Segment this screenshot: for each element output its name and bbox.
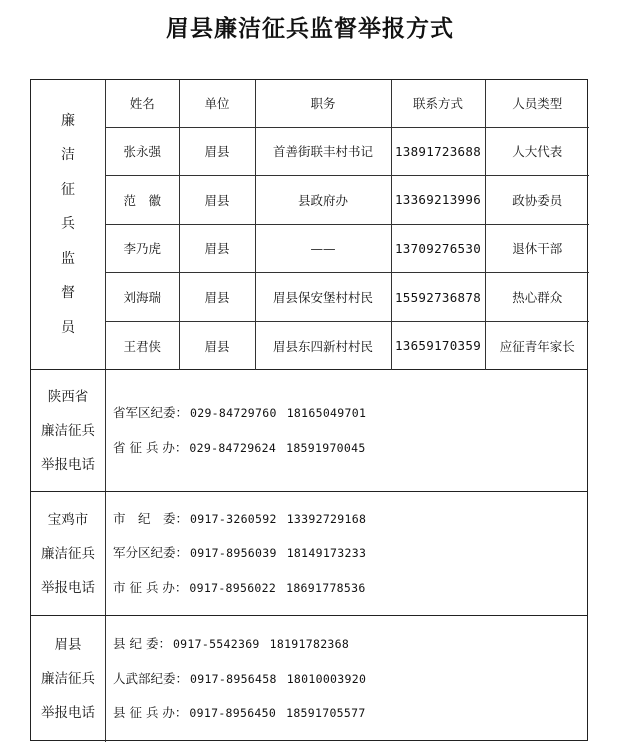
table-row bbox=[106, 176, 589, 225]
hotline-entry bbox=[113, 536, 366, 571]
hotline-entry bbox=[113, 396, 366, 431]
committee-label-char: 兵 bbox=[61, 216, 75, 233]
committee-label-char: 廉 bbox=[61, 112, 75, 129]
member-type: 热心群众 bbox=[485, 273, 589, 322]
hotline-mobile: 13392729168 bbox=[286, 511, 367, 526]
hotline-mobile: 18591705577 bbox=[286, 706, 366, 721]
member-phone: 13659170359 bbox=[391, 321, 485, 370]
baoji-hotline-section bbox=[31, 492, 587, 616]
hotline-label: 军分区纪委： bbox=[113, 545, 189, 561]
shaanxi-hotline-section bbox=[31, 370, 587, 492]
member-type: 应征青年家长 bbox=[485, 321, 589, 370]
table-row bbox=[106, 224, 589, 273]
hotline-label: 省 征 兵 办： bbox=[113, 439, 188, 455]
meixian-hotline-section bbox=[31, 616, 587, 742]
committee-section bbox=[31, 80, 587, 370]
table-row bbox=[106, 127, 589, 176]
committee-label-char: 征 bbox=[61, 181, 75, 198]
hotline-entry bbox=[113, 696, 366, 731]
member-position: 首善街联丰村书记 bbox=[255, 127, 391, 176]
hotline-entry bbox=[113, 502, 366, 537]
member-position: —— bbox=[255, 224, 391, 273]
hotline-phone: 0917-8956039 bbox=[190, 546, 277, 561]
hotline-mobile: 18165049701 bbox=[286, 406, 367, 420]
hotline-entry bbox=[113, 431, 366, 466]
member-name: 张永强 bbox=[106, 127, 179, 176]
report-table bbox=[30, 79, 588, 741]
committee-label-char: 监 bbox=[61, 250, 75, 267]
section-label-line: 廉洁征兵 bbox=[41, 671, 95, 687]
hotline-list bbox=[113, 616, 366, 742]
committee-label-char: 督 bbox=[61, 285, 75, 302]
section-label-line: 廉洁征兵 bbox=[41, 545, 95, 562]
col-header-unit: 单位 bbox=[179, 80, 255, 127]
member-unit: 眉县 bbox=[179, 176, 255, 225]
member-unit: 眉县 bbox=[179, 273, 255, 322]
hotline-entry bbox=[113, 571, 366, 606]
hotline-entry bbox=[113, 662, 366, 697]
meixian-hotline-label bbox=[31, 616, 106, 742]
member-type: 人大代表 bbox=[485, 127, 589, 176]
table-row bbox=[106, 321, 589, 370]
page-title: 眉县廉洁征兵监督举报方式 bbox=[166, 16, 454, 42]
hotline-list bbox=[113, 492, 366, 615]
member-phone: 13369213996 bbox=[391, 176, 485, 225]
member-name: 刘海瑞 bbox=[106, 273, 179, 322]
hotline-mobile: 18191782368 bbox=[269, 637, 350, 652]
hotline-label: 人武部纪委： bbox=[113, 670, 189, 686]
member-position: 眉县保安堡村村民 bbox=[255, 273, 391, 322]
hotline-label: 市 征 兵 办： bbox=[113, 579, 188, 595]
member-phone: 15592736878 bbox=[391, 273, 485, 322]
committee-label-char: 洁 bbox=[61, 147, 75, 164]
section-label-line: 陕西省 bbox=[47, 388, 89, 405]
committee-label-char: 员 bbox=[61, 319, 75, 336]
hotline-label: 省军区纪委： bbox=[113, 405, 189, 420]
table-header-row bbox=[106, 80, 589, 127]
hotline-label: 市 纪 委： bbox=[113, 510, 189, 526]
hotline-mobile: 18691778536 bbox=[286, 580, 366, 595]
member-unit: 眉县 bbox=[179, 127, 255, 176]
col-header-contact: 联系方式 bbox=[391, 80, 485, 127]
hotline-phone: 0917-8956458 bbox=[190, 671, 277, 686]
member-phone: 13891723688 bbox=[391, 127, 485, 176]
section-label-line: 举报电话 bbox=[41, 579, 95, 596]
hotline-phone: 0917-8956450 bbox=[189, 706, 277, 721]
section-label-line: 举报电话 bbox=[41, 705, 95, 721]
hotline-mobile: 18149173233 bbox=[286, 546, 367, 561]
baoji-hotline-label bbox=[31, 492, 106, 615]
section-label-line: 举报电话 bbox=[41, 456, 95, 473]
hotline-label: 县 征 兵 办： bbox=[113, 705, 188, 721]
col-header-name: 姓名 bbox=[106, 80, 179, 127]
section-label-line: 廉洁征兵 bbox=[41, 422, 95, 439]
member-position: 县政府办 bbox=[255, 176, 391, 225]
hotline-phone: 029-84729760 bbox=[190, 406, 277, 420]
member-name: 李乃虎 bbox=[106, 224, 179, 273]
hotline-phone: 0917-3260592 bbox=[190, 511, 277, 526]
member-type: 政协委员 bbox=[485, 176, 589, 225]
col-header-type: 人员类型 bbox=[485, 80, 589, 127]
col-header-position: 职务 bbox=[255, 80, 391, 127]
hotline-mobile: 18591970045 bbox=[286, 440, 366, 455]
member-phone: 13709276530 bbox=[391, 224, 485, 273]
hotline-phone: 0917-8956022 bbox=[189, 580, 277, 595]
shaanxi-hotline-label bbox=[31, 370, 106, 491]
hotline-list bbox=[113, 370, 366, 491]
member-type: 退休干部 bbox=[485, 224, 589, 273]
committee-label bbox=[31, 80, 106, 369]
section-label-line: 眉县 bbox=[54, 637, 82, 653]
members-table bbox=[106, 80, 589, 370]
hotline-label: 县 纪 委： bbox=[113, 636, 171, 652]
hotline-phone: 0917-5542369 bbox=[172, 637, 260, 652]
member-unit: 眉县 bbox=[179, 321, 255, 370]
hotline-phone: 029-84729624 bbox=[189, 440, 277, 455]
section-label-line: 宝鸡市 bbox=[47, 511, 89, 528]
member-name: 范 徽 bbox=[106, 176, 179, 225]
hotline-entry bbox=[113, 627, 366, 662]
table-row bbox=[106, 273, 589, 322]
member-position: 眉县东四新村村民 bbox=[255, 321, 391, 370]
member-unit: 眉县 bbox=[179, 224, 255, 273]
hotline-mobile: 18010003920 bbox=[286, 671, 367, 686]
member-name: 王君侠 bbox=[106, 321, 179, 370]
